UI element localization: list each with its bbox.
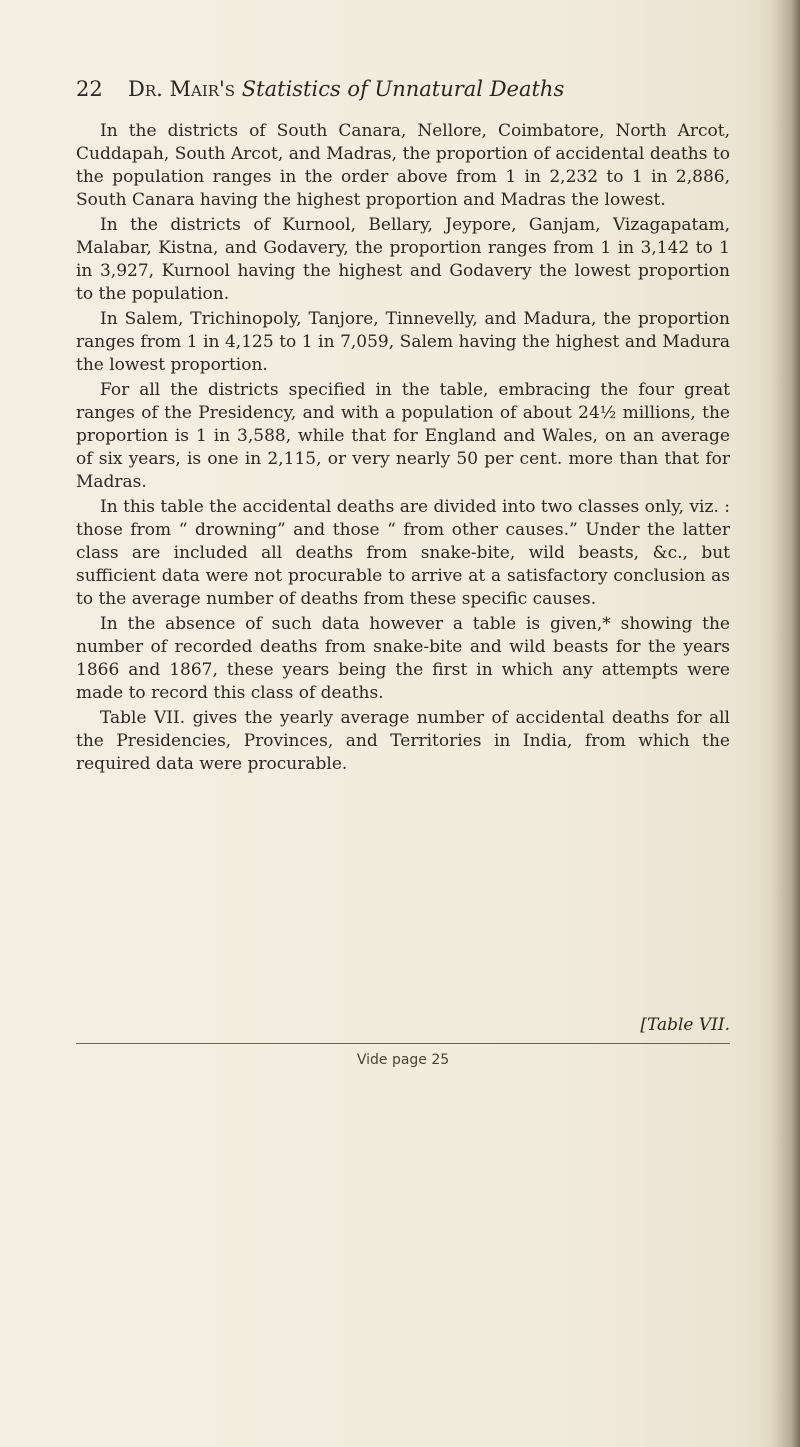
paragraph: In the districts of Kurnool, Bellary, Jeypore, Ganjam, Vizagapatam, Malabar, Kistna, and Godavery, the proportion ranges from 1 in 3,142 to 1 in 3,927, Kurnool having the highest and Godavery the lowest proportion to the population. (76, 215, 730, 304)
footnote-rule (76, 1043, 730, 1044)
header-title: Statistics of Unnatural Deaths (241, 77, 565, 101)
running-header (76, 72, 716, 106)
paragraph: In this table the accidental deaths are divided into two classes only, viz. : those from “ drowning” and those “ from other causes.” Under the latter class are included all deaths from snake-bite, wild beasts, &c., but sufficient data were not procurable to arrive at a satisfactory conclusion as to the average number of deaths from these specific causes. (76, 497, 730, 609)
catchword: [Table VII. (640, 1015, 730, 1035)
header-author: Dr. Mair's (128, 77, 236, 101)
paragraph: In the absence of such data however a table is given,* showing the number of recorded deaths from snake-bite and wild beasts for the years 1866 and 1867, these years being the first in which any attempts were made to record this class of deaths. (76, 614, 730, 703)
footnote: Vide page 25 (356, 1052, 450, 1068)
page-edge-shadow (772, 0, 800, 1447)
paragraph: For all the districts specified in the table, embracing the four great ranges of the Presidency, and with a population of about 24½ millions, the proportion is 1 in 3,588, while that for England and Wales, on an average of six years, is one in 2,115, or very nearly 50 per cent. more than that for Madras. (76, 380, 730, 492)
paragraph: Table VII. gives the yearly average number of accidental deaths for all the Presidencies, Provinces, and Territories in India, from which the required data were procurable. (76, 708, 730, 774)
body-text (76, 120, 730, 778)
paragraph: In the districts of South Canara, Nellore, Coimbatore, North Arcot, Cuddapah, South Arcot, and Madras, the proportion of accidental deaths to the population ranges in the order above from 1 in 2,232 to 1 in 2,886, South Canara having the highest proportion and Madras the lowest. (76, 121, 730, 210)
paragraph: In Salem, Trichinopoly, Tanjore, Tinnevelly, and Madura, the proportion ranges from 1 in 4,125 to 1 in 7,059, Salem having the highest and Madura the lowest proportion. (76, 309, 730, 375)
page-number: 22 (76, 77, 103, 101)
